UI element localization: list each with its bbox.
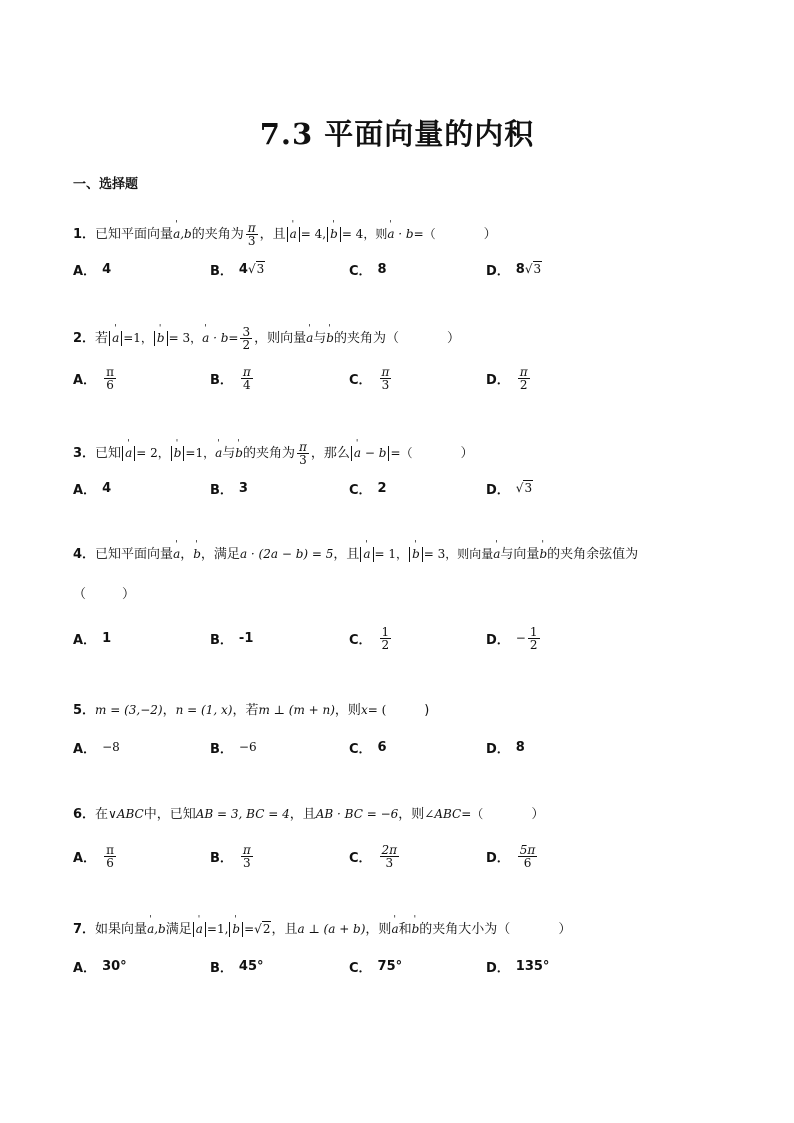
- question-text: 在: [95, 807, 109, 822]
- question-text: ）: [447, 331, 461, 346]
- math-text: = 1，: [374, 547, 409, 561]
- math-text: = 3，则向量: [423, 547, 494, 561]
- option-c[interactable]: C． 8: [349, 261, 387, 279]
- question-text: 与: [222, 446, 236, 461]
- math-vector: ' a,b: [173, 224, 192, 244]
- option-c[interactable]: C． 75°: [349, 958, 403, 976]
- option-b[interactable]: B． $\frac{\pi}{4}$: [210, 364, 251, 392]
- question-number: 6．: [73, 807, 96, 822]
- option-b[interactable]: B． -1: [210, 630, 254, 648]
- math-text: x: [360, 703, 368, 717]
- math-vector: ' a: [493, 544, 500, 564]
- option-a[interactable]: A． −8: [73, 740, 120, 757]
- option-c[interactable]: C． $\frac{2\pi}{3}$: [349, 842, 398, 870]
- option-c[interactable]: C． 6: [349, 739, 387, 757]
- math-vector: ' b: [412, 544, 420, 564]
- question-text: 已知平面向量: [95, 547, 174, 562]
- question-number: 3．: [73, 446, 96, 461]
- options-row: [73, 626, 713, 650]
- question-text: ，那么: [310, 446, 350, 461]
- math-text: AB · BC = −6: [315, 807, 399, 821]
- math-sqrt: √3: [515, 481, 533, 495]
- math-vector: ' a · b: [202, 328, 228, 348]
- option-a[interactable]: A． $\frac{\pi}{6}$: [73, 364, 114, 392]
- question-text: 的夹角为: [242, 446, 295, 461]
- option-a[interactable]: A． $\frac{\pi}{6}$: [73, 842, 114, 870]
- question-2: [73, 326, 460, 351]
- option-d[interactable]: D． $\frac{5\pi}{6}$: [486, 842, 536, 870]
- math-text: ∨ABC: [108, 807, 144, 821]
- question-text: ，则: [398, 807, 425, 822]
- question-text: 已知: [95, 446, 122, 461]
- question-text: ）: [531, 807, 545, 822]
- math-vector: ' a: [391, 919, 398, 939]
- option-d[interactable]: D． 8: [486, 739, 525, 757]
- section-heading: 一、选择题: [73, 177, 139, 192]
- math-text: =: [228, 331, 239, 345]
- math-vector: ' b: [174, 443, 182, 463]
- option-b[interactable]: B． $\frac{\pi}{3}$: [210, 842, 251, 870]
- option-d[interactable]: D． √3: [486, 481, 533, 498]
- question-text: ，且: [259, 227, 286, 242]
- math-vector: ' a − b: [354, 443, 387, 463]
- question-text: ，则: [365, 922, 392, 937]
- math-text: =（: [461, 807, 484, 821]
- option-c[interactable]: C． $\frac{\pi}{3}$: [349, 364, 390, 392]
- option-d[interactable]: D． $\frac{\pi}{2}$: [486, 364, 528, 392]
- math-vector: ' b: [326, 328, 334, 348]
- question-text: 满足: [165, 922, 192, 937]
- option-a[interactable]: A． 1: [73, 630, 112, 648]
- math-fraction: $\frac{\pi}{3}$: [299, 440, 307, 467]
- math-vector: ' a: [125, 443, 132, 463]
- options-row: [73, 476, 713, 500]
- question-text: ）: [558, 922, 572, 937]
- question-text: 的夹角为（: [333, 331, 399, 346]
- math-text: m ⊥ (m + n): [258, 703, 335, 717]
- option-d[interactable]: D． − $\frac{1}{2}$: [486, 624, 538, 652]
- option-d[interactable]: D． 8 √3: [486, 261, 542, 279]
- question-number: 5．: [73, 703, 96, 718]
- math-text: a ⊥ (a + b): [297, 922, 366, 936]
- question-text: ，且: [333, 547, 360, 562]
- math-vector: ' a,b: [147, 919, 166, 939]
- option-b[interactable]: B． 45°: [210, 958, 264, 976]
- math-sqrt: √3: [524, 262, 542, 276]
- math-vector: ' b: [157, 328, 165, 348]
- question-text: 与向量: [500, 547, 540, 562]
- math-vector: ' a: [290, 224, 297, 244]
- question-text: ）: [483, 227, 497, 242]
- math-text: AB = 3, BC = 4: [195, 807, 290, 821]
- math-text: = 4,: [300, 227, 327, 241]
- option-a[interactable]: A． 4: [73, 480, 112, 498]
- math-fraction: $\frac{3}{2}$: [242, 325, 251, 352]
- math-text: ∠ABC: [424, 807, 462, 821]
- math-text: = 2，: [136, 446, 170, 460]
- option-c[interactable]: C． $\frac{1}{2}$: [349, 624, 390, 652]
- math-text: =1，: [185, 446, 216, 460]
- math-vector: ' a · b: [387, 224, 413, 244]
- option-b[interactable]: B． 3: [210, 480, 248, 498]
- math-vector: ' a: [215, 443, 222, 463]
- math-vector: ' b: [330, 224, 338, 244]
- question-text: 的夹角为: [191, 227, 244, 242]
- math-text: =: [244, 922, 255, 936]
- math-vector: ' b: [232, 919, 240, 939]
- question-text: ，则向量: [254, 331, 307, 346]
- question-6: [73, 804, 544, 825]
- math-text: =（: [413, 227, 436, 241]
- option-b[interactable]: B． 4 √3: [210, 261, 265, 279]
- question-4: [73, 544, 638, 565]
- question-7: [73, 919, 571, 940]
- question-number: 4．: [73, 547, 96, 562]
- question-text: 的夹角余弦值为: [547, 547, 639, 562]
- option-a[interactable]: A． 30°: [73, 958, 127, 976]
- options-row: [73, 366, 713, 390]
- question-number: 1．: [73, 227, 96, 242]
- math-vector: ' a: [306, 328, 313, 348]
- question-5: [73, 700, 429, 721]
- question-text: 若: [95, 331, 109, 346]
- question-3: [73, 441, 474, 466]
- options-row: [73, 735, 713, 759]
- question-text: ，若: [232, 703, 259, 718]
- math-vector: ' b: [539, 544, 547, 564]
- math-sqrt: √3: [247, 262, 265, 276]
- question-text: 已知平面向量: [95, 227, 174, 242]
- question-text: ): [424, 703, 430, 718]
- option-b[interactable]: B． −6: [210, 740, 257, 757]
- question-number: 2．: [73, 331, 96, 346]
- question-text: 与: [313, 331, 327, 346]
- math-text: a · (2a − b) = 5: [239, 547, 334, 561]
- math-text: = 4，则: [341, 227, 388, 241]
- question-text: ，满足: [200, 547, 240, 562]
- math-fraction: $\frac{\pi}{3}$: [247, 221, 256, 248]
- math-sqrt: √2: [254, 922, 271, 936]
- question-text: ，: [162, 703, 176, 718]
- option-d[interactable]: D． 135°: [486, 958, 550, 976]
- math-vector: ' a: [196, 919, 203, 939]
- math-vector: ' b: [193, 544, 201, 564]
- question-4-answer-paren: （ ）: [73, 587, 136, 602]
- options-row: [73, 257, 713, 281]
- question-text: 和: [398, 922, 412, 937]
- math-text: =1,: [206, 922, 229, 936]
- math-vector: ' a: [363, 544, 370, 564]
- question-text: ，则: [334, 703, 361, 718]
- page-title: 7.3 平面向量的内积: [259, 117, 535, 151]
- math-text: m = (3,−2): [95, 703, 163, 717]
- question-text: ，且: [271, 922, 298, 937]
- option-c[interactable]: C． 2: [349, 480, 387, 498]
- options-row: [73, 954, 713, 978]
- math-text: = (: [367, 703, 387, 717]
- question-text: 中，已知: [143, 807, 196, 822]
- math-text: =1，: [123, 331, 153, 345]
- math-vector: ' b: [235, 443, 243, 463]
- question-1: [73, 222, 497, 247]
- math-text: =（: [390, 446, 413, 460]
- question-text: ）: [460, 446, 474, 461]
- question-text: ，且: [289, 807, 316, 822]
- question-text: 如果向量: [95, 922, 148, 937]
- question-text: 的夹角大小为（: [419, 922, 511, 937]
- math-text: n = (1, x): [175, 703, 233, 717]
- math-text: = 3，: [168, 331, 203, 345]
- math-vector: ' a: [112, 328, 119, 348]
- math-vector: ' b: [412, 919, 420, 939]
- option-a[interactable]: A． 4: [73, 261, 112, 279]
- options-row: [73, 844, 713, 868]
- question-number: 7．: [73, 922, 96, 937]
- question-text: ，: [180, 547, 194, 562]
- math-vector: ' a: [173, 544, 180, 564]
